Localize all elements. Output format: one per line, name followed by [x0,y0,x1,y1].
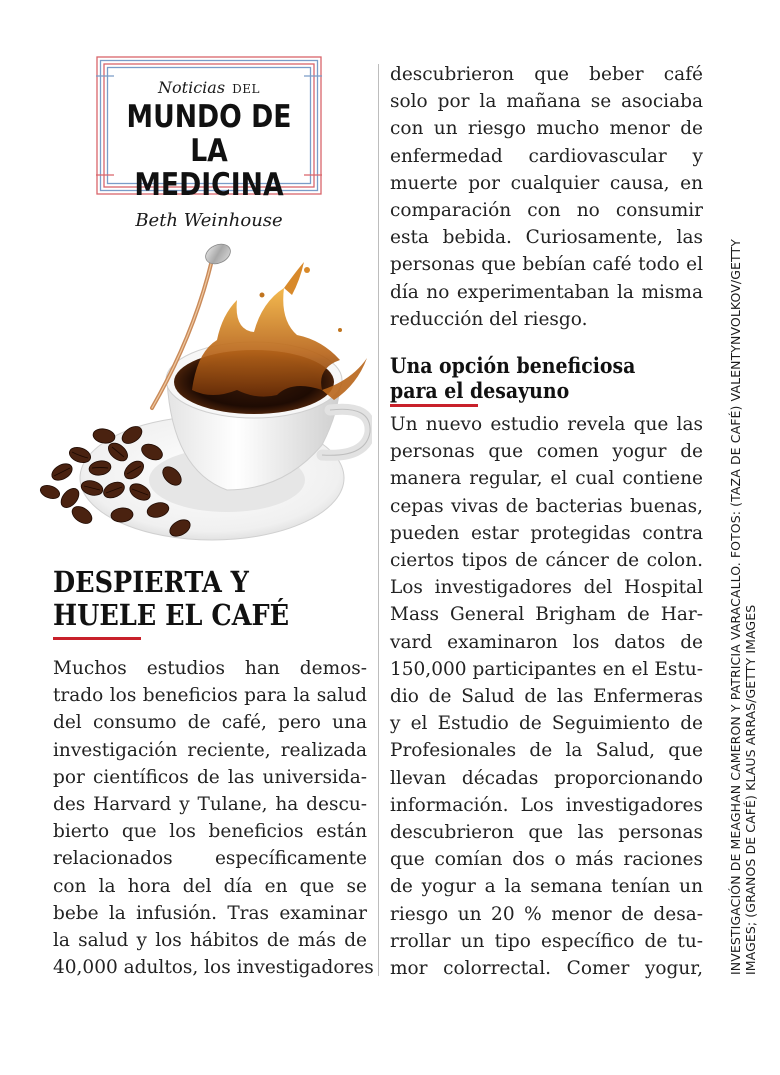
subhead-line1: Una opción beneficiosa [390,353,636,378]
masthead-title-line2: LA MEDICINA [134,133,284,203]
body-line: Los investigadores del Hospital [390,577,703,599]
body-line: con un riesgo mucho menor de [390,118,703,140]
headline-line2: HUELE EL CAFÉ [53,598,290,632]
credit-line2: IMAGES; (GRANOS DE CAFÉ) KLAUS ARRAS/GETTY IMAGES [743,604,758,975]
body-line: 40,000 adultos, los investigadores [53,957,374,979]
photo-credit [728,215,758,975]
body-line: 150,000 participantes en el Estu- [390,658,703,680]
body-line: Mass General Brigham de Har- [390,604,703,626]
body-line: del consumo de café, pero una [53,712,367,734]
body-line: rrollar un tipo específico de tu- [390,930,703,952]
credit-line1: INVESTIGACIÓN DE MEAGHAN CAMERON Y PATRICIA VARACALLO. FOTOS: (TAZA DE CAFÉ) VALENTYNVOLKOV/GETTY [728,239,743,975]
masthead-title-line1: MUNDO DE [126,99,292,135]
body-line: con la hora del día en que se [53,875,367,897]
body-line: pueden estar protegidas contra [390,522,703,544]
body-line: Muchos estudios han demos- [53,658,367,679]
body-line: día no experimentaban la misma [390,281,703,303]
body-line: ciertos tipos de cáncer de colon. [390,550,703,572]
article1-column2 [390,61,703,333]
body-line: y el Estudio de Seguimiento de [390,713,703,735]
body-line: Un nuevo estudio revela que las [390,414,703,435]
body-line: bierto que los beneficios están [53,821,367,843]
masthead [96,56,322,203]
coffee-splash [192,288,340,397]
body-line: cepas vivas de bacterias buenas, [390,495,703,517]
headline-underline [53,637,141,640]
masthead-kicker-italic: Noticias [158,78,226,97]
body-line: descubrieron que beber café [390,64,703,85]
body-line: que comían dos o más raciones [390,849,703,871]
body-line: bebe la infusión. Tras examinar [53,902,367,924]
masthead-title [112,100,306,202]
body-line: la salud y los hábitos de más de [53,930,367,952]
body-line: riesgo un 20 % menor de desa- [390,903,703,925]
body-line: investigación reciente, realizada [53,739,367,761]
body-line: solo por la mañana se asociaba [390,91,703,113]
body-line: llevan décadas proporcionando [390,767,703,789]
body-line: personas que bebían café todo el [390,254,703,276]
body-line: des Harvard y Tulane, ha descu- [53,794,367,816]
body-line: descubrieron que las personas [390,822,703,844]
body-line: manera regular, el cual contiene [390,468,703,490]
body-line: comparación con no consumir [390,200,703,222]
article2-subhead [390,353,678,403]
headline-line1: DESPIERTA Y [53,565,249,599]
body-line: mor colorrectal. Comer yogur, [390,958,703,980]
body-line: información. Los investigadores [390,794,703,816]
masthead-kicker [96,78,322,97]
body-line: de yogur a la semana tenían un [390,876,703,898]
subhead-underline [390,404,478,407]
author-byline: Beth Weinhouse [135,210,283,231]
article2-column [390,411,703,982]
article1-column1 [53,655,374,981]
body-line: por científicos de las universida- [53,766,367,788]
body-line: dio de Salud de las Enfermeras [390,686,703,708]
body-line: enfermedad cardiovascular y [390,145,703,167]
masthead-kicker-small: DEL [232,82,260,96]
body-line: trado los beneficios para la salud [53,685,367,707]
body-line: vard examinaron los datos de [390,631,703,653]
body-line: Profesionales de la Salud, que [390,740,703,762]
body-line: esta bebida. Curiosamente, las [390,227,703,249]
subhead-line2: para el desayuno [390,378,570,403]
body-line: muerte por cualquier causa, en [390,172,703,194]
body-line: personas que comen yogur de [390,441,703,463]
coffee-cup-illustration [22,240,372,570]
body-line: relacionados específicamente [53,848,367,870]
article-headline [53,566,335,632]
column-divider [378,64,379,976]
body-line: reducción del riesgo. [390,308,588,330]
